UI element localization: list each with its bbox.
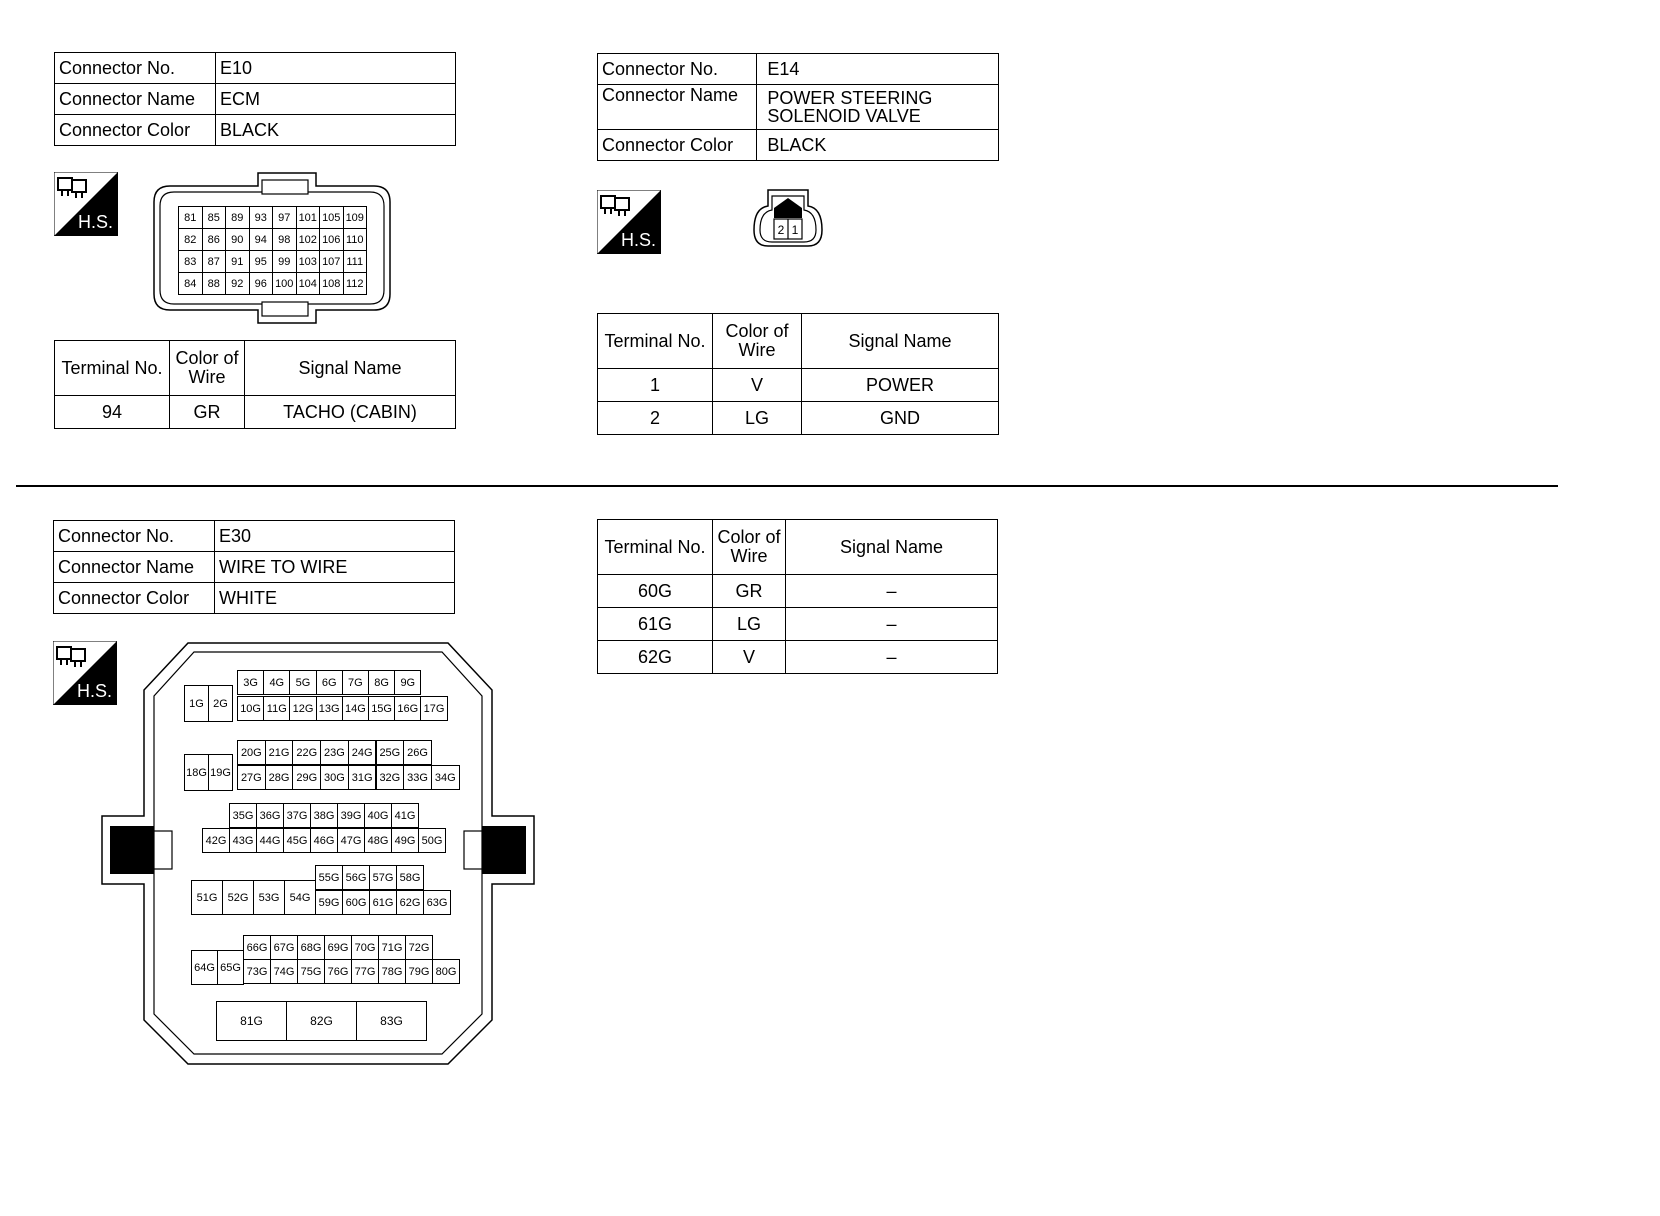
table-row	[55, 115, 456, 146]
header-color-of-wire: Color of Wire	[713, 314, 802, 369]
header-signal-name: Signal Name	[786, 520, 998, 575]
pin-cell: 58G	[396, 865, 424, 890]
pin-cell: 99	[272, 250, 297, 273]
table-header-row	[598, 520, 998, 575]
pin-cell: 86	[202, 228, 227, 251]
pin-cell: 43G	[229, 828, 257, 853]
header-terminal-no: Terminal No.	[55, 341, 170, 396]
header-signal-name: Signal Name	[802, 314, 999, 369]
pin-cell: 106	[319, 228, 344, 251]
pin-cell: 41G	[391, 803, 419, 828]
pin-cell: 87	[202, 250, 227, 273]
info-label: Connector No.	[55, 53, 216, 84]
pin-cell: 59G	[315, 890, 343, 915]
pin-cell: 71G	[378, 935, 406, 960]
connector-color: WHITE	[215, 583, 455, 614]
pin-cell: 83G	[356, 1001, 427, 1041]
pin-cell: 39G	[337, 803, 365, 828]
pin-cell: 52G	[222, 880, 254, 915]
pin-cell: 96	[249, 272, 274, 295]
info-label: Connector Name	[55, 84, 216, 115]
connector-no: E30	[215, 521, 455, 552]
wire-color: V	[713, 641, 786, 674]
terminal-no: 94	[55, 396, 170, 429]
info-label: Connector Color	[55, 115, 216, 146]
pin-cell: 109	[343, 206, 368, 229]
pin-cell: 12G	[289, 696, 316, 721]
pin-cell: 94	[249, 228, 274, 251]
pin-cell: 14G	[342, 696, 369, 721]
e10-terminal-table	[54, 340, 456, 429]
pin-cell: 1G	[184, 685, 209, 722]
signal-name: –	[786, 575, 998, 608]
pin-cell: 93	[249, 206, 274, 229]
pin-cell: 102	[296, 228, 321, 251]
pin-cell: 36G	[256, 803, 284, 828]
pin-cell: 77G	[351, 959, 379, 984]
pin-cell: 98	[272, 228, 297, 251]
pin-cell: 51G	[191, 880, 223, 915]
pin-cell: 18G	[184, 754, 209, 791]
connector-no: E10	[216, 53, 456, 84]
pin-cell: 7G	[342, 670, 369, 695]
pin-cell: 20G	[237, 740, 266, 765]
connector-color: BLACK	[216, 115, 456, 146]
table-row	[598, 369, 999, 402]
pin-cell: 103	[296, 250, 321, 273]
pin-cell: 62G	[396, 890, 424, 915]
pin-cell: 104	[296, 272, 321, 295]
pin-cell: 53G	[253, 880, 285, 915]
connector-color: BLACK	[757, 130, 999, 161]
info-label: Connector No.	[598, 54, 757, 85]
connector-name: POWER STEERING SOLENOID VALVE	[757, 85, 999, 130]
pin-cell: 9G	[394, 670, 421, 695]
pin-cell: 111	[343, 250, 368, 273]
pin-cell: 100	[272, 272, 297, 295]
pin-cell: 78G	[378, 959, 406, 984]
signal-name: TACHO (CABIN)	[245, 396, 456, 429]
pin-cell: 3G	[237, 670, 264, 695]
pin-cell: 56G	[342, 865, 370, 890]
wire-color: LG	[713, 608, 786, 641]
pin-cell: 61G	[369, 890, 397, 915]
signal-name: POWER	[802, 369, 999, 402]
connector-name: ECM	[216, 84, 456, 115]
pin-cell: 22G	[292, 740, 321, 765]
pin-cell: 82G	[286, 1001, 357, 1041]
pin-cell: 105	[319, 206, 344, 229]
pin-cell: 60G	[342, 890, 370, 915]
table-row	[55, 53, 456, 84]
pin-cell: 26G	[403, 740, 432, 765]
header-terminal-no: Terminal No.	[598, 314, 713, 369]
pin-cell: 67G	[270, 935, 298, 960]
pin-cell: 33G	[403, 765, 432, 790]
table-row	[54, 521, 455, 552]
wire-color: GR	[170, 396, 245, 429]
pin-cell: 19G	[208, 754, 233, 791]
pin-cell: 57G	[369, 865, 397, 890]
section-divider	[16, 485, 1558, 487]
pin-cell: 38G	[310, 803, 338, 828]
e14-info-table	[597, 53, 999, 161]
pin-cell: 55G	[315, 865, 343, 890]
pin-cell: 40G	[364, 803, 392, 828]
pin-cell: 29G	[292, 765, 321, 790]
pin-cell: 95	[249, 250, 274, 273]
pin-cell: 4G	[263, 670, 290, 695]
pin-cell: 75G	[297, 959, 325, 984]
pin-cell: 23G	[320, 740, 349, 765]
pin-cell: 92	[225, 272, 250, 295]
pin-cell: 35G	[229, 803, 257, 828]
hs-icon	[54, 172, 120, 238]
pin-cell: 107	[319, 250, 344, 273]
hs-icon	[597, 190, 663, 256]
info-label: Connector No.	[54, 521, 215, 552]
wire-color: LG	[713, 402, 802, 435]
pin-cell: 24G	[348, 740, 377, 765]
pin-cell: 91	[225, 250, 250, 273]
pin-cell: 112	[343, 272, 368, 295]
header-signal-name: Signal Name	[245, 341, 456, 396]
signal-name: GND	[802, 402, 999, 435]
table-row	[55, 396, 456, 429]
pin-cell: 85	[202, 206, 227, 229]
table-header-row	[55, 341, 456, 396]
terminal-no: 62G	[598, 641, 713, 674]
pin-cell: 73G	[243, 959, 271, 984]
hs-label: H.S.	[77, 681, 113, 701]
table-header-row	[598, 314, 999, 369]
connector-no: E14	[757, 54, 999, 85]
table-row	[598, 130, 999, 161]
connector-name: WIRE TO WIRE	[215, 552, 455, 583]
pin-cell: 101	[296, 206, 321, 229]
pin-cell: 34G	[431, 765, 460, 790]
pin-cell: 44G	[256, 828, 284, 853]
pin-cell: 84	[178, 272, 203, 295]
e10-info-table	[54, 52, 456, 146]
signal-name: –	[786, 608, 998, 641]
pin-cell: 97	[272, 206, 297, 229]
pin-cell: 48G	[364, 828, 392, 853]
pin-cell: 74G	[270, 959, 298, 984]
pin-cell: 42G	[202, 828, 230, 853]
pin-cell: 15G	[368, 696, 395, 721]
pin-cell: 31G	[348, 765, 377, 790]
pin-cell: 83	[178, 250, 203, 273]
pin-cell: 65G	[217, 950, 244, 985]
pin-cell: 76G	[324, 959, 352, 984]
info-label: Connector Name	[598, 85, 757, 130]
pin-cell: 27G	[237, 765, 266, 790]
pin-cell: 49G	[391, 828, 419, 853]
pin-label: 1	[791, 223, 799, 237]
pin-cell: 88	[202, 272, 227, 295]
pin-cell: 89	[225, 206, 250, 229]
pin-label: 2	[777, 223, 785, 237]
pin-cell: 80G	[432, 959, 460, 984]
pin-cell: 37G	[283, 803, 311, 828]
e14-terminal-table	[597, 313, 999, 435]
pin-cell: 70G	[351, 935, 379, 960]
pin-cell: 110	[343, 228, 368, 251]
pin-cell: 50G	[418, 828, 446, 853]
table-row	[598, 575, 998, 608]
pin-cell: 5G	[289, 670, 316, 695]
pin-cell: 68G	[297, 935, 325, 960]
pin-cell: 10G	[237, 696, 264, 721]
pin-cell: 16G	[394, 696, 421, 721]
pin-cell: 81	[178, 206, 203, 229]
table-row	[55, 84, 456, 115]
pin-cell: 6G	[316, 670, 343, 695]
pin-cell: 17G	[420, 696, 447, 721]
pin-cell: 46G	[310, 828, 338, 853]
info-label: Connector Color	[598, 130, 757, 161]
terminal-no: 60G	[598, 575, 713, 608]
pin-cell: 54G	[284, 880, 316, 915]
signal-name: –	[786, 641, 998, 674]
pin-cell: 25G	[376, 740, 405, 765]
e14-connector-outline	[752, 186, 826, 250]
pin-cell: 47G	[337, 828, 365, 853]
info-label: Connector Name	[54, 552, 215, 583]
header-terminal-no: Terminal No.	[598, 520, 713, 575]
e30-info-table	[53, 520, 455, 614]
pin-cell: 72G	[405, 935, 433, 960]
pin-cell: 21G	[265, 740, 294, 765]
e30-terminal-table	[597, 519, 998, 674]
pin-cell: 81G	[216, 1001, 287, 1041]
wire-color: GR	[713, 575, 786, 608]
table-row	[598, 85, 999, 130]
hs-label: H.S.	[78, 212, 114, 232]
hs-label: H.S.	[621, 230, 657, 250]
pin-cell: 2G	[208, 685, 233, 722]
terminal-no: 2	[598, 402, 713, 435]
pin-cell: 30G	[320, 765, 349, 790]
pin-cell: 11G	[263, 696, 290, 721]
header-color-of-wire: Color of Wire	[713, 520, 786, 575]
wire-color: V	[713, 369, 802, 402]
pin-cell: 45G	[283, 828, 311, 853]
header-color-of-wire: Color of Wire	[170, 341, 245, 396]
table-row	[54, 552, 455, 583]
info-label: Connector Color	[54, 583, 215, 614]
table-row	[598, 402, 999, 435]
pin-cell: 108	[319, 272, 344, 295]
table-row	[598, 54, 999, 85]
pin-cell: 64G	[191, 950, 218, 985]
terminal-no: 61G	[598, 608, 713, 641]
pin-cell: 69G	[324, 935, 352, 960]
table-row	[598, 608, 998, 641]
pin-cell: 66G	[243, 935, 271, 960]
pin-cell: 79G	[405, 959, 433, 984]
table-row	[598, 641, 998, 674]
pin-cell: 28G	[265, 765, 294, 790]
table-row	[54, 583, 455, 614]
terminal-no: 1	[598, 369, 713, 402]
pin-cell: 32G	[376, 765, 405, 790]
pin-cell: 13G	[316, 696, 343, 721]
pin-cell: 82	[178, 228, 203, 251]
pin-cell: 63G	[423, 890, 451, 915]
pin-cell: 90	[225, 228, 250, 251]
pin-cell: 8G	[368, 670, 395, 695]
